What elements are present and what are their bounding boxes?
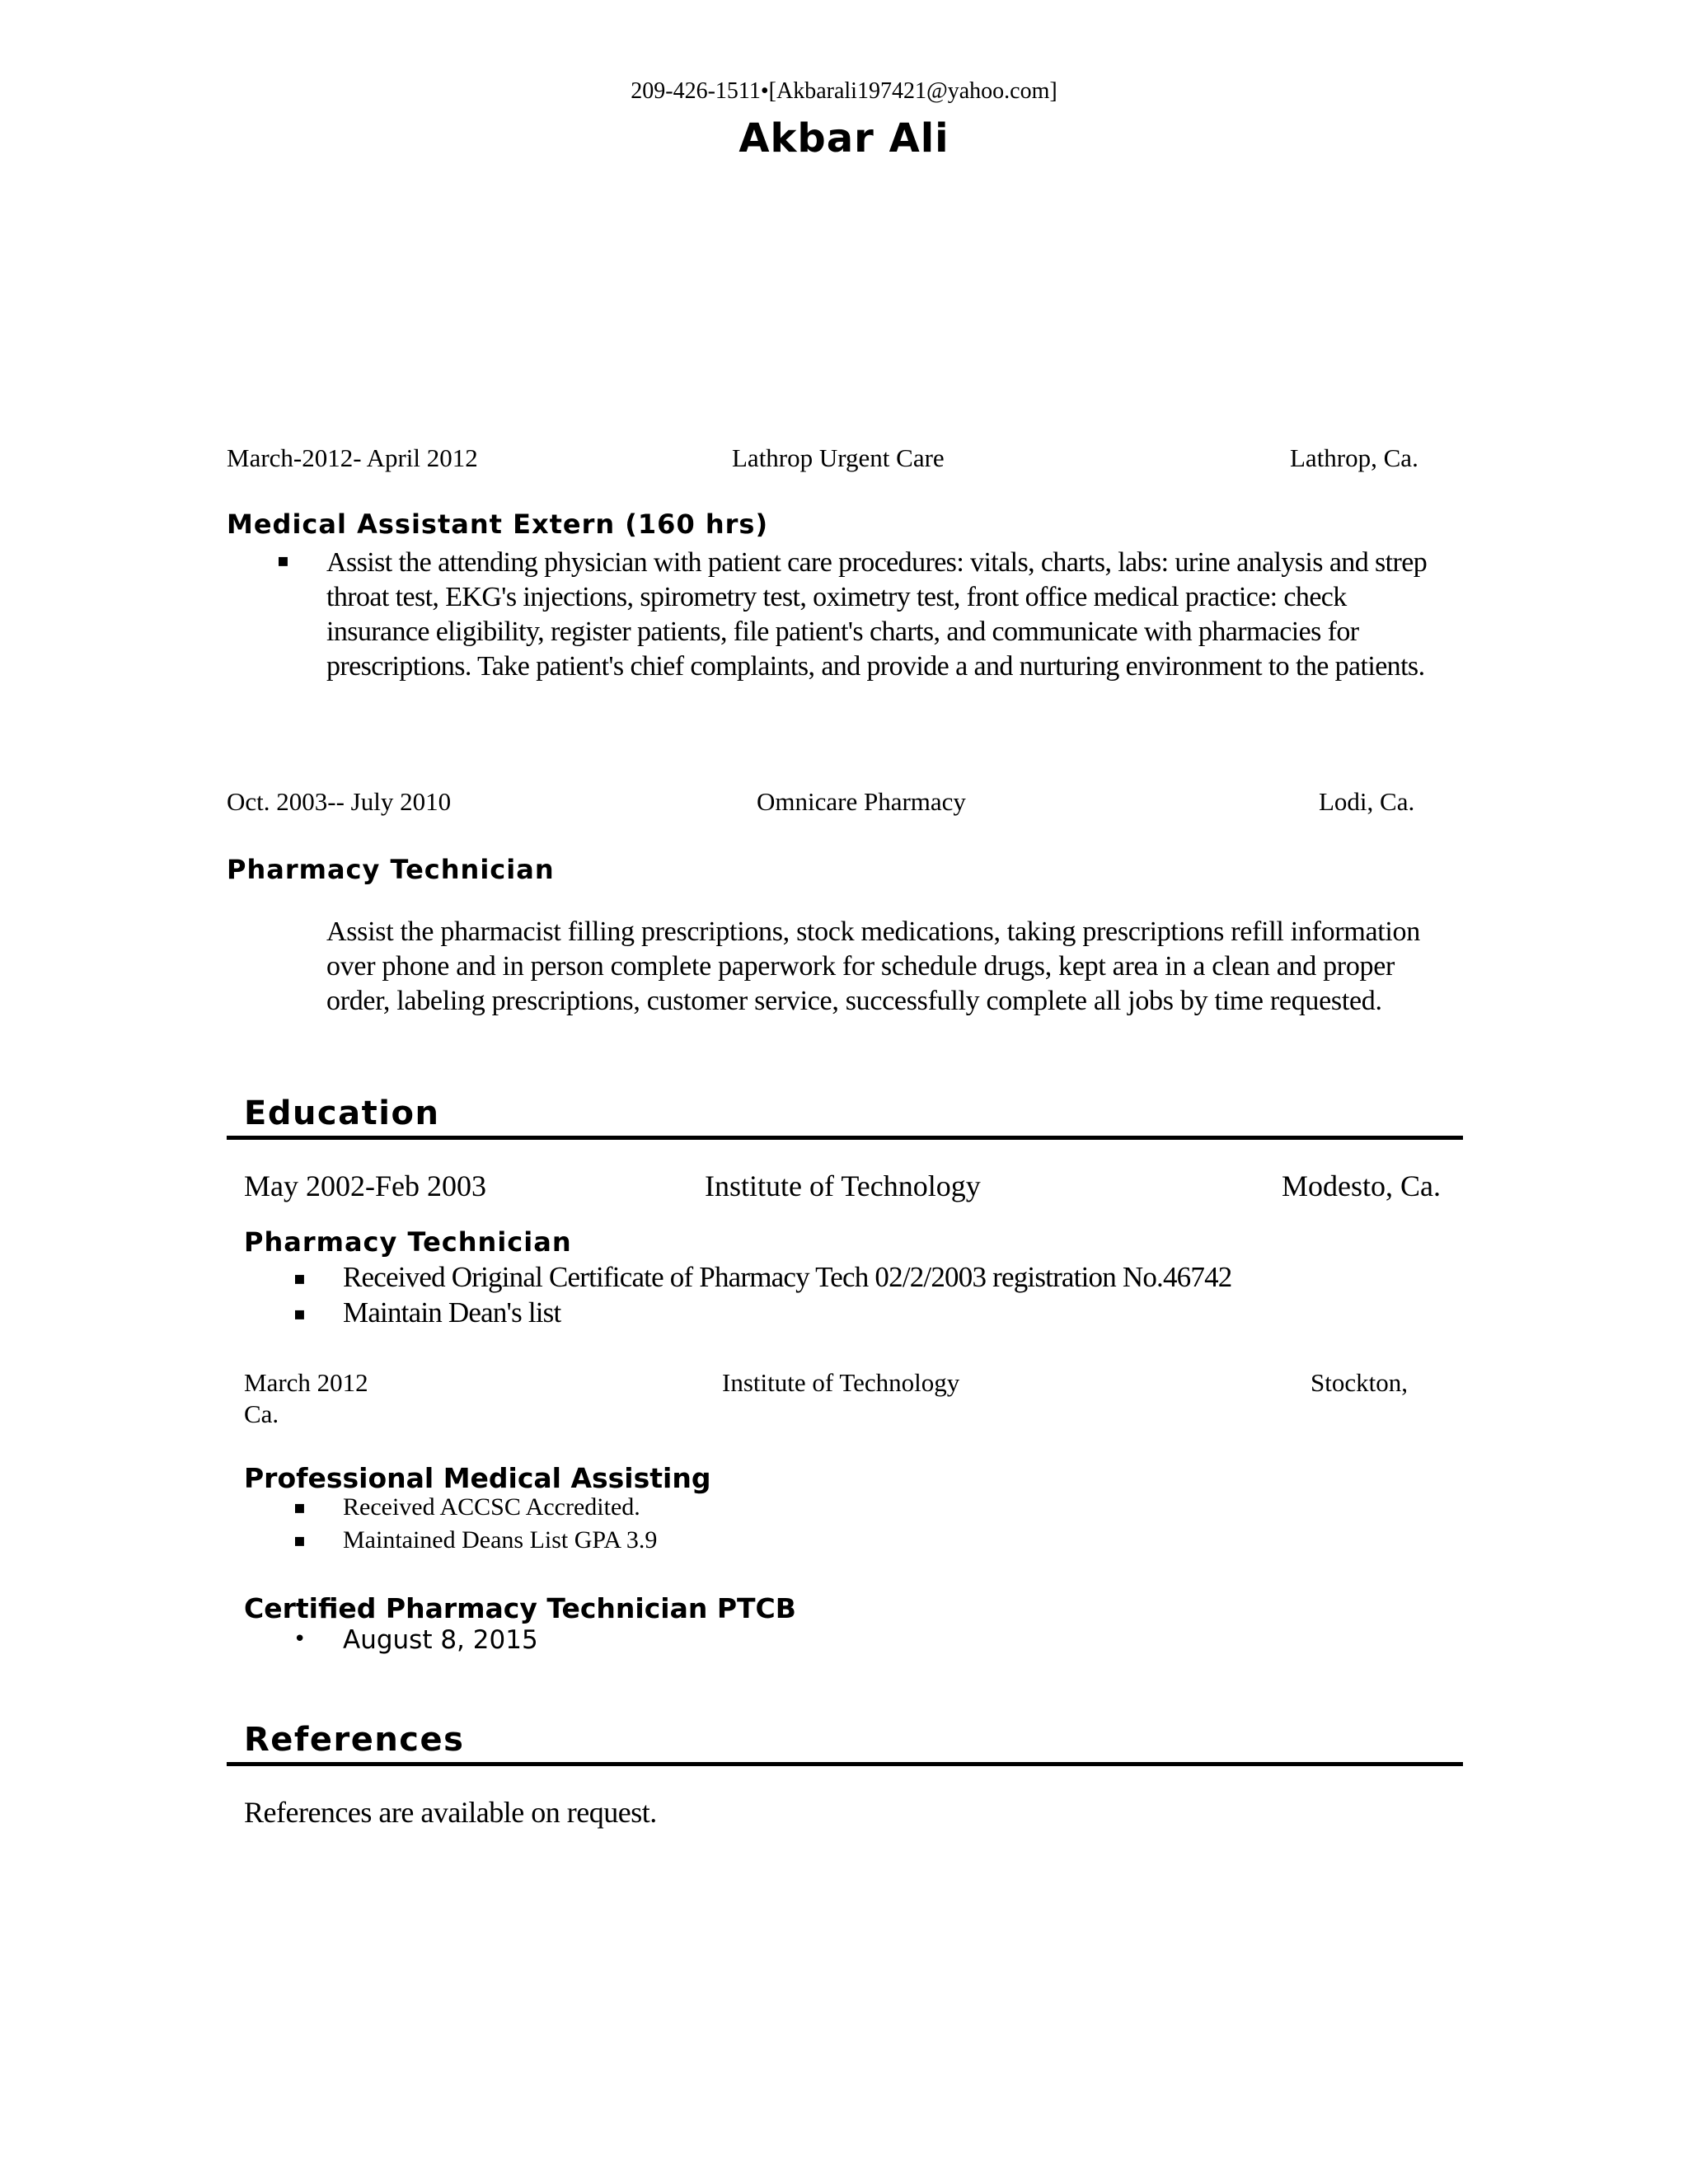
edu-1-dates: May 2002-Feb 2003 [244, 1169, 486, 1202]
square-bullet-icon: ▪ [293, 1497, 306, 1518]
edu-1-location: Modesto, Ca. [1282, 1169, 1441, 1202]
square-bullet-icon: ▪ [293, 1304, 306, 1324]
candidate-name: Akbar Ali [738, 115, 950, 162]
round-bullet-icon: • [293, 1627, 307, 1652]
job-1-employer: Lathrop Urgent Care [732, 443, 945, 472]
job-1-title: Medical Assistant Extern (160 hrs) [227, 509, 769, 540]
job-1-location: Lathrop, Ca. [1290, 443, 1418, 472]
edu-2-item-1: Received ACCSC Accredited. [343, 1493, 640, 1521]
square-bullet-icon: ▪ [293, 1530, 306, 1551]
edu-2-location: Stockton, [1311, 1368, 1408, 1397]
edu-2-school: Institute of Technology [722, 1368, 960, 1397]
square-bullet-icon: ▪ [277, 551, 289, 571]
job-2-dates: Oct. 2003-- July 2010 [227, 787, 452, 816]
job-2-location: Lodi, Ca. [1319, 787, 1415, 816]
job-2-title: Pharmacy Technician [227, 854, 555, 885]
contact-line: 209-426-1511•[Akbarali197421@yahoo.com] [631, 78, 1057, 104]
edu-1-item-1: Received Original Certificate of Pharmacy Tech 02/2/2003 registration No.46742 [343, 1261, 1232, 1293]
edu-2-item-2: Maintained Deans List GPA 3.9 [343, 1526, 658, 1554]
references-divider [227, 1762, 1463, 1766]
job-2-description: Assist the pharmacist filling prescriptions, stock medications, taking prescriptions refill information over phone and in person complete paperwork for schedule drugs, kept area in a clean and proper order, labeling prescriptions, customer service, successfully complete all jobs by time requested. [326, 916, 1420, 1016]
edu-1-school: Institute of Technology [705, 1169, 981, 1202]
certification-date: August 8, 2015 [343, 1625, 538, 1655]
references-text: References are available on request. [244, 1796, 657, 1829]
square-bullet-icon: ▪ [293, 1268, 306, 1289]
edu-1-item-2: Maintain Dean's list [343, 1296, 561, 1329]
certification-title: Certified Pharmacy Technician PTCB [244, 1592, 796, 1624]
edu-2-dates: March 2012 [244, 1368, 368, 1397]
education-heading: Education [244, 1094, 440, 1132]
edu-2-location-cont: Ca. [244, 1399, 279, 1428]
job-2-employer: Omnicare Pharmacy [757, 787, 966, 816]
job-1-dates: March-2012- April 2012 [227, 443, 478, 472]
job-1-description: Assist the attending physician with patient care procedures: vitals, charts, labs: urine analysis and strep throat test, EKG's injections, spirometry test, oximetry test, front office medical practice: check insurance eligibility, register patients, file patient's charts, and communicate with pharmacies for prescriptions. Take patient's chief complaints, and provide a and nurturing environment to the patients. [326, 547, 1428, 682]
references-heading: References [244, 1721, 465, 1759]
edu-1-program: Pharmacy Technician [244, 1226, 572, 1258]
edu-2-program: Professional Medical Assisting [244, 1462, 711, 1494]
education-divider [227, 1136, 1463, 1140]
